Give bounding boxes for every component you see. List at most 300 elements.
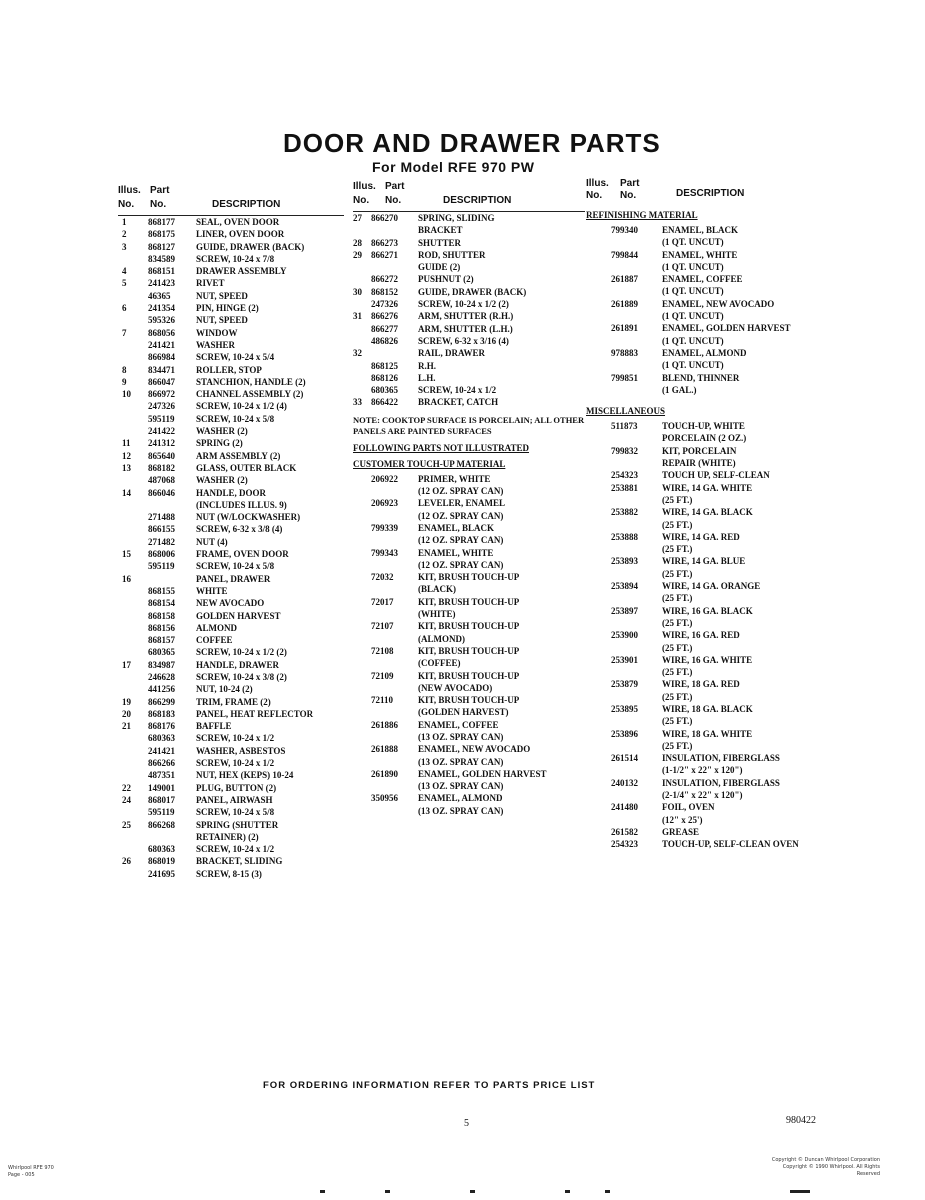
part-description: NUT, 10-24 (2)	[196, 684, 253, 695]
part-description: DRAWER ASSEMBLY	[196, 266, 287, 277]
part-number: 868125	[371, 360, 398, 371]
part-description: ARM, SHUTTER (L.H.)	[418, 323, 513, 334]
part-description: RETAINER) (2)	[196, 831, 259, 842]
part-number: 866155	[148, 524, 175, 535]
parts-row	[586, 482, 830, 494]
part-description: KIT, BRUSH TOUCH-UP	[418, 645, 520, 656]
part-description: SCREW, 6-32 x 3/8 (4)	[196, 524, 283, 535]
parts-row	[586, 715, 830, 727]
parts-row	[586, 752, 830, 764]
parts-row	[586, 642, 830, 654]
part-number: 253895	[611, 703, 638, 714]
parts-row	[118, 241, 344, 253]
parts-row	[586, 605, 830, 617]
parts-row	[586, 814, 830, 826]
part-description: PORCELAIN (2 OZ.)	[662, 433, 747, 444]
parts-row	[118, 364, 344, 376]
parts-row	[586, 568, 830, 580]
parts-row	[586, 420, 830, 432]
part-description: SCREW, 6-32 x 3/16 (4)	[418, 335, 509, 346]
not-illustrated-heading: FOLLOWING PARTS NOT ILLUSTRATED	[353, 442, 529, 453]
parts-row	[118, 253, 344, 265]
part-number: 868182	[148, 462, 175, 473]
parts-row	[118, 757, 344, 769]
parts-row	[353, 583, 585, 595]
illus-number: 11	[122, 438, 131, 449]
touchup-heading: CUSTOMER TOUCH-UP MATERIAL	[353, 458, 506, 469]
part-number: 240132	[611, 777, 638, 788]
part-number: 866046	[148, 487, 175, 498]
part-description: GUIDE, DRAWER (BACK)	[418, 286, 527, 297]
parts-row	[586, 273, 830, 285]
parts-row	[353, 756, 585, 768]
part-description: PUSHNUT (2)	[418, 274, 474, 285]
part-number: 261890	[371, 768, 398, 779]
parts-row	[353, 384, 585, 396]
part-number: 799343	[371, 547, 398, 558]
parts-row	[586, 249, 830, 261]
part-description: SCREW, 8-15 (3)	[196, 868, 262, 879]
parts-row	[118, 413, 344, 425]
parts-row	[586, 445, 830, 457]
part-number: 866047	[148, 376, 175, 387]
parts-row	[586, 728, 830, 740]
parts-row	[118, 720, 344, 732]
part-description: SCREW, 10-24 x 1/2 (4)	[196, 401, 287, 412]
parts-row	[353, 310, 585, 322]
copyright-notice	[760, 1157, 880, 1178]
illus-number: 33	[353, 397, 362, 408]
part-description: (GOLDEN HARVEST)	[418, 707, 509, 718]
part-description: GREASE	[662, 826, 700, 837]
part-description: WASHER, ASBESTOS	[196, 745, 286, 756]
illus-number: 5	[122, 278, 127, 289]
part-description: COFFEE	[196, 635, 233, 646]
description-label: DESCRIPTION	[212, 199, 281, 210]
parts-row	[353, 273, 585, 285]
part-description: STANCHION, HANDLE (2)	[196, 376, 306, 387]
part-description: PANEL, AIRWASH	[196, 794, 273, 805]
part-number: 149001	[148, 782, 175, 793]
part-description: WASHER (2)	[196, 475, 248, 486]
part-description: BRACKET	[418, 225, 463, 236]
part-description: TRIM, FRAME (2)	[196, 696, 271, 707]
part-label: Part	[150, 185, 170, 196]
part-number: 261888	[371, 744, 398, 755]
parts-row	[586, 555, 830, 567]
part-number: 72110	[371, 695, 394, 706]
part-number: 595119	[148, 561, 175, 572]
part-number: 271482	[148, 536, 175, 547]
part-description: SEAL, OVEN DOOR	[196, 217, 280, 227]
part-description: WIRE, 16 GA. RED	[662, 630, 740, 641]
misc-list	[586, 420, 830, 850]
parts-row	[118, 769, 344, 781]
parts-row	[586, 740, 830, 752]
part-description: (2-1/4" x 22" x 120")	[662, 790, 743, 801]
parts-row	[586, 629, 830, 641]
parts-row	[586, 224, 830, 236]
part-number: 241421	[148, 339, 175, 350]
part-description: SHUTTER	[418, 237, 462, 248]
part-description: WIRE, 14 GA. WHITE	[662, 482, 753, 493]
part-number: 206923	[371, 498, 398, 509]
part-description: (13 OZ. SPRAY CAN)	[418, 731, 504, 742]
parts-row	[353, 571, 585, 583]
part-number: 868152	[371, 286, 398, 297]
parts-row	[353, 805, 585, 817]
parts-row	[118, 782, 344, 794]
part-number: 46365	[148, 290, 171, 301]
part-number: 866266	[148, 758, 175, 769]
description-label: DESCRIPTION	[676, 188, 745, 199]
parts-row	[586, 359, 830, 371]
part-description: BAFFLE	[196, 721, 232, 732]
parts-row	[586, 432, 830, 444]
part-number: 799851	[611, 372, 638, 383]
parts-row	[118, 622, 344, 634]
part-description: RAIL, DRAWER	[418, 348, 486, 359]
part-number: 261887	[611, 274, 638, 285]
part-description: L.H.	[418, 372, 436, 383]
part-number: 866273	[371, 237, 398, 248]
part-description: ENAMEL, WHITE	[418, 547, 494, 558]
part-number: 680363	[148, 844, 175, 855]
scan-label	[8, 1165, 54, 1179]
parts-list	[118, 216, 344, 880]
illus-number: 10	[122, 389, 131, 400]
parts-row	[353, 620, 585, 632]
part-description: (13 OZ. SPRAY CAN)	[418, 781, 504, 792]
part-number: 868127	[148, 241, 175, 252]
part-description: SCREW, 10-24 x 5/8	[196, 807, 275, 818]
part-description: LEVELER, ENAMEL	[418, 498, 506, 509]
part-description: PIN, HINGE (2)	[196, 303, 259, 314]
part-description: SCREW, 10-24 x 5/4	[196, 352, 275, 363]
illus-number: 7	[122, 327, 127, 338]
illus-number: 17	[122, 659, 131, 670]
part-number: 72017	[371, 596, 394, 607]
parts-row	[118, 327, 344, 339]
illus-number: 19	[122, 696, 131, 707]
parts-row	[586, 457, 830, 469]
part-number: 799339	[371, 522, 398, 533]
part-description: WASHER (2)	[196, 426, 248, 437]
part-description: BRACKET, CATCH	[418, 397, 499, 408]
part-number: 680365	[371, 385, 398, 396]
parts-row	[353, 657, 585, 669]
illus-number: 4	[122, 266, 127, 277]
parts-row	[586, 789, 830, 801]
part-no-label: No.	[385, 195, 402, 206]
part-description: WIRE, 14 GA. ORANGE	[662, 581, 761, 592]
parts-row	[353, 212, 585, 224]
part-description: WIRE, 16 GA. BLACK	[662, 605, 753, 616]
parts-row	[586, 678, 830, 690]
part-number: 487068	[148, 475, 175, 486]
parts-row	[586, 322, 830, 334]
part-number: 241695	[148, 868, 175, 879]
part-number: 595119	[148, 807, 175, 818]
part-number: 253896	[611, 728, 638, 739]
part-description: NUT, HEX (KEPS) 10-24	[196, 770, 294, 781]
part-description: SCREW, 10-24 x 1/2	[196, 844, 275, 855]
part-number: 241423	[148, 278, 175, 289]
part-description: ROLLER, STOP	[196, 364, 262, 375]
part-label: Part	[385, 181, 405, 192]
part-number: 799844	[611, 249, 638, 260]
part-description: NUT (W/LOCKWASHER)	[196, 512, 301, 523]
parts-row	[586, 691, 830, 703]
parts-row	[353, 706, 585, 718]
parts-row	[118, 400, 344, 412]
part-number: 261886	[371, 719, 398, 730]
part-number: 511873	[611, 421, 638, 432]
parts-row	[353, 559, 585, 571]
part-description: TOUCH UP, SELF-CLEAN	[662, 470, 770, 481]
parts-row	[118, 228, 344, 240]
part-description: (12 OZ. SPRAY CAN)	[418, 559, 504, 570]
part-number: 595119	[148, 413, 175, 424]
part-number: 253888	[611, 531, 638, 542]
part-number: 254323	[611, 470, 638, 481]
parts-row	[118, 511, 344, 523]
part-description: HANDLE, DRAWER	[196, 659, 280, 670]
illus-no-label: No.	[586, 190, 603, 201]
scan-artifacts	[300, 1188, 820, 1194]
part-description: (BLACK)	[418, 584, 456, 595]
illus-number: 20	[122, 708, 131, 719]
part-number: 247326	[148, 401, 175, 412]
parts-row	[353, 633, 585, 645]
scan-label-line: Whirlpool RFE 970	[8, 1165, 54, 1171]
parts-row	[118, 560, 344, 572]
part-number: 866276	[371, 311, 398, 322]
parts-row	[586, 347, 830, 359]
part-description: SCREW, 10-24 x 7/8	[196, 253, 275, 264]
column-header	[586, 176, 830, 208]
part-description: KIT, BRUSH TOUCH-UP	[418, 695, 520, 706]
illus-label: Illus.	[353, 181, 376, 192]
part-description: ENAMEL, ALMOND	[418, 793, 503, 804]
parts-row	[353, 335, 585, 347]
part-description: PLUG, BUTTON (2)	[196, 782, 277, 793]
parts-row	[586, 506, 830, 518]
part-number: 868019	[148, 856, 175, 867]
page-number: 5	[464, 1118, 469, 1129]
parts-row	[118, 265, 344, 277]
part-number: 868156	[148, 622, 175, 633]
parts-row	[353, 347, 585, 359]
part-description: ENAMEL, BLACK	[418, 522, 495, 533]
part-number: 866271	[371, 249, 398, 260]
parts-row	[353, 768, 585, 780]
part-description: NEW AVOCADO	[196, 598, 265, 609]
parts-row	[118, 474, 344, 486]
scan-label-line: Page - 005	[8, 1172, 35, 1178]
part-description: GUIDE, DRAWER (BACK)	[196, 241, 305, 252]
part-description: ENAMEL, ALMOND	[662, 347, 747, 358]
part-description: (25 FT.)	[662, 568, 693, 579]
part-description: (25 FT.)	[662, 544, 693, 555]
part-description: INSULATION, FIBERGLASS	[662, 777, 780, 788]
part-description: ENAMEL, BLACK	[662, 225, 739, 235]
part-description: (1 QT. UNCUT)	[662, 237, 724, 248]
part-description: (NEW AVOCADO)	[418, 682, 493, 693]
part-description: SPRING (2)	[196, 438, 243, 449]
ordering-info-footer: FOR ORDERING INFORMATION REFER TO PARTS PRICE LIST	[263, 1080, 596, 1091]
part-description: (25 FT.)	[662, 494, 693, 505]
parts-row	[353, 780, 585, 792]
part-number: 253897	[611, 605, 638, 616]
parts-row	[353, 298, 585, 310]
part-description: WIRE, 14 GA. RED	[662, 531, 740, 542]
part-description: NUT, SPEED	[196, 290, 248, 301]
part-number: 253881	[611, 482, 638, 493]
part-description: SCREW, 10-24 x 1/2	[418, 385, 497, 396]
parts-row	[586, 285, 830, 297]
part-description: TOUCH-UP, WHITE	[662, 421, 745, 432]
part-number: 271488	[148, 512, 175, 523]
part-description: ENAMEL, NEW AVOCADO	[418, 744, 531, 755]
illus-number: 2	[122, 229, 127, 240]
parts-row	[353, 522, 585, 534]
refinishing-heading: REFINISHING MATERIAL	[586, 210, 698, 220]
part-description: ALMOND	[196, 622, 237, 633]
illus-number: 28	[353, 237, 362, 248]
parts-row	[353, 694, 585, 706]
parts-row	[586, 666, 830, 678]
part-description: LINER, OVEN DOOR	[196, 229, 285, 240]
part-number: 253901	[611, 654, 638, 665]
part-number: 834987	[148, 659, 175, 670]
parts-row	[118, 388, 344, 400]
column-header	[353, 179, 585, 212]
parts-row	[586, 236, 830, 248]
parts-row	[118, 437, 344, 449]
parts-row	[353, 792, 585, 804]
illus-label: Illus.	[586, 178, 609, 189]
part-number: 487351	[148, 770, 175, 781]
part-description: GOLDEN HARVEST	[196, 610, 281, 621]
parts-row	[118, 708, 344, 720]
part-number: 866972	[148, 389, 175, 400]
part-description: PRIMER, WHITE	[418, 473, 491, 484]
part-description: NUT, SPEED	[196, 315, 248, 326]
parts-row	[118, 376, 344, 388]
parts-row	[118, 585, 344, 597]
part-description: R.H.	[418, 360, 436, 371]
part-description: (12 OZ. SPRAY CAN)	[418, 486, 504, 497]
part-number: 261891	[611, 323, 638, 334]
part-description: (25 FT.)	[662, 519, 693, 530]
parts-row	[118, 659, 344, 671]
part-number: 253894	[611, 581, 638, 592]
part-no-label: No.	[620, 190, 637, 201]
part-description: INSULATION, FIBERGLASS	[662, 753, 780, 764]
part-description: (1 GAL.)	[662, 384, 697, 395]
parts-row	[353, 534, 585, 546]
part-description: REPAIR (WHITE)	[662, 458, 736, 469]
part-number: 866270	[371, 213, 398, 223]
parts-row	[118, 499, 344, 511]
parts-row	[353, 485, 585, 497]
parts-row	[586, 469, 830, 481]
parts-row	[353, 497, 585, 509]
part-description: (25 FT.)	[662, 617, 693, 628]
part-number: 253879	[611, 679, 638, 690]
part-number: 866277	[371, 323, 398, 334]
part-number: 486826	[371, 335, 398, 346]
parts-row	[353, 396, 585, 408]
part-number: 834589	[148, 253, 175, 264]
part-description: RIVET	[196, 278, 225, 289]
part-description: TOUCH-UP, SELF-CLEAN OVEN	[662, 839, 799, 850]
parts-row	[118, 634, 344, 646]
part-description: (25 FT.)	[662, 716, 693, 727]
illus-number: 14	[122, 487, 131, 498]
parts-row	[586, 592, 830, 604]
illus-number: 1	[122, 217, 127, 227]
part-number: 680363	[148, 733, 175, 744]
parts-row	[586, 703, 830, 715]
part-description: (INCLUDES ILLUS. 9)	[196, 499, 287, 510]
parts-row	[118, 696, 344, 708]
parts-row	[353, 360, 585, 372]
parts-row	[586, 298, 830, 310]
parts-row	[353, 731, 585, 743]
part-description: SCREW, 10-24 x 1/2	[196, 758, 275, 769]
part-description: SPRING (SHUTTER	[196, 819, 279, 830]
part-description: (1 QT. UNCUT)	[662, 311, 724, 322]
part-description: ENAMEL, WHITE	[662, 249, 738, 260]
part-description: ENAMEL, GOLDEN HARVEST	[662, 323, 791, 334]
part-description: (12 OZ. SPRAY CAN)	[418, 510, 504, 521]
parts-list	[353, 212, 585, 409]
parts-row	[118, 745, 344, 757]
parts-row	[586, 801, 830, 813]
part-number: 206922	[371, 473, 398, 484]
illus-number: 15	[122, 549, 131, 560]
part-description: WIRE, 14 GA. BLACK	[662, 507, 753, 518]
parts-row	[118, 855, 344, 867]
part-number: 246628	[148, 671, 175, 682]
part-number: 261514	[611, 753, 638, 764]
part-no-label: No.	[150, 199, 167, 210]
part-number: 978883	[611, 347, 638, 358]
refinishing-list	[586, 224, 830, 396]
page-title: DOOR AND DRAWER PARTS	[283, 128, 661, 158]
parts-row	[353, 323, 585, 335]
parts-row	[118, 868, 344, 880]
part-number: 868183	[148, 708, 175, 719]
part-description: WIRE, 16 GA. WHITE	[662, 654, 753, 665]
part-number: 595326	[148, 315, 175, 326]
part-description: ENAMEL, COFFEE	[418, 719, 499, 730]
part-description: CHANNEL ASSEMBLY (2)	[196, 389, 304, 400]
illus-number: 26	[122, 856, 131, 867]
parts-row	[353, 719, 585, 731]
part-number: 834471	[148, 364, 175, 375]
part-number: 866422	[371, 397, 398, 408]
porcelain-note: NOTE: COOKTOP SURFACE IS PORCELAIN; ALL OTHER PANELS ARE PAINTED SURFACES	[353, 414, 585, 436]
part-description: (1 QT. UNCUT)	[662, 335, 724, 346]
part-description: PANEL, HEAT REFLECTOR	[196, 708, 314, 719]
misc-heading: MISCELLANEOUS	[586, 406, 666, 417]
illus-number: 32	[353, 348, 362, 359]
parts-row	[118, 351, 344, 363]
parts-row	[353, 249, 585, 261]
